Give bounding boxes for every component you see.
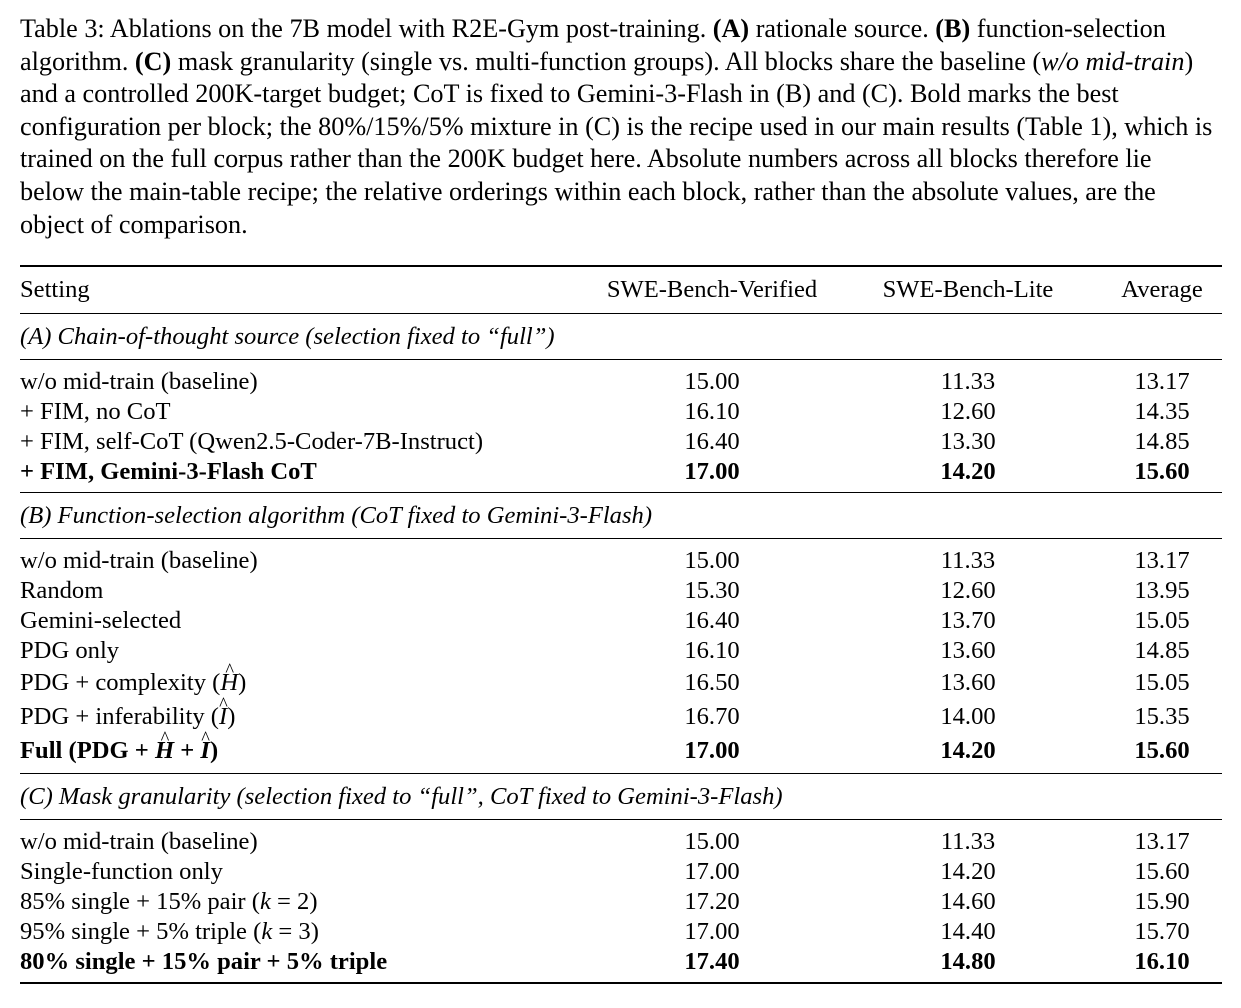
caption-text: ) and a controlled 200K-target budget; CoT is fixed to Gemini-3-Flash in (B) and (C). Bold marks the best configuration per block; the 80%/15%/5% mixture in (C) is the recipe used in our main results (Table 1), which is trained on the full corpus rather than the 200K budget here. Absolute numbers across all blocks therefore lie below the main-table recipe; the relative orderings within each block, rather than the absolute values, are the object of comparison. [20, 46, 1213, 239]
cell-setting: Single-function only [20, 858, 223, 885]
cell-verified: 16.50 [684, 669, 740, 696]
header-verified: SWE-Bench-Verified [590, 266, 834, 314]
cell-verified: 16.10 [684, 637, 740, 664]
math-symbol: ^ H [155, 737, 174, 765]
cell-average: 13.17 [1134, 828, 1190, 855]
cell-lite: 14.20 [940, 737, 996, 764]
table-row [20, 666, 1222, 700]
cell-verified: 17.00 [684, 737, 740, 764]
cell-setting [20, 917, 590, 947]
cell-average: 16.10 [1102, 947, 1222, 983]
table-row [20, 360, 1222, 398]
math-symbol: ^ H [220, 669, 238, 697]
cell-lite: 12.60 [940, 398, 996, 425]
header-average: Average [1102, 266, 1222, 314]
caption-label-b: (B) [935, 14, 971, 43]
cell-setting [20, 887, 590, 917]
cell-lite: 14.80 [834, 947, 1102, 983]
setting-text: = 3) [272, 918, 319, 945]
caption-text: Table 3: Ablations on the 7B model with R2E-Gym post-training. [20, 14, 713, 43]
cell-setting: + FIM, no CoT [20, 398, 171, 425]
cell-setting: w/o mid-train (baseline) [20, 547, 258, 574]
cell-average: 15.90 [1134, 888, 1190, 915]
cell-verified: 17.00 [684, 858, 740, 885]
cell-setting [20, 666, 590, 700]
table-row [20, 887, 1222, 917]
block-b-header [20, 493, 1222, 539]
table-row [20, 427, 1222, 457]
cell-verified: 17.00 [684, 458, 740, 485]
cell-setting [20, 734, 590, 774]
setting-text: PDG + complexity ( [20, 669, 221, 696]
table-row [20, 636, 1222, 666]
cell-setting: Random [20, 577, 104, 604]
cell-lite: 11.33 [940, 828, 996, 855]
table-row-best [20, 947, 1222, 983]
cell-setting: w/o mid-train (baseline) [20, 828, 258, 855]
setting-text: + [174, 737, 201, 764]
table-caption [20, 13, 1220, 241]
ablation-table [20, 265, 1222, 984]
cell-average: 14.85 [1134, 428, 1190, 455]
cell-lite: 14.40 [940, 918, 996, 945]
cell-setting: 80% single + 15% pair + 5% triple [20, 947, 590, 983]
cell-verified: 16.10 [684, 398, 740, 425]
math-symbol: ^ I [219, 703, 227, 731]
block-title: (C) Mask granularity (selection fixed to “full”, CoT fixed to Gemini-3-Flash) [20, 774, 1222, 820]
header-setting: Setting [20, 266, 590, 314]
table-header-row [20, 266, 1222, 314]
cell-setting [20, 700, 590, 734]
cell-verified: 15.00 [684, 547, 740, 574]
table-row [20, 606, 1222, 636]
cell-lite: 14.00 [940, 703, 996, 730]
cell-verified: 15.30 [684, 577, 740, 604]
cell-average: 15.60 [1134, 458, 1190, 485]
table-row [20, 539, 1222, 577]
cell-verified: 17.20 [684, 888, 740, 915]
math-symbol: ^ I [200, 737, 210, 765]
cell-setting: + FIM, self-CoT (Qwen2.5-Coder-7B-Instruct) [20, 428, 484, 455]
cell-average: 15.05 [1134, 669, 1190, 696]
cell-setting: w/o mid-train (baseline) [20, 368, 258, 395]
setting-text: ) [227, 703, 236, 730]
table-row [20, 917, 1222, 947]
block-title: (A) Chain-of-thought source (selection fixed to “full”) [20, 314, 1222, 360]
cell-lite: 14.20 [940, 858, 996, 885]
block-a-header [20, 314, 1222, 360]
cell-setting: Gemini-selected [20, 607, 182, 634]
cell-average: 15.05 [1134, 607, 1190, 634]
cell-verified: 16.40 [684, 607, 740, 634]
cell-average: 14.85 [1134, 637, 1190, 664]
cell-setting: + FIM, Gemini-3-Flash CoT [20, 458, 317, 485]
block-c-header [20, 774, 1222, 820]
cell-average: 15.35 [1134, 703, 1190, 730]
table-row-best [20, 734, 1222, 774]
cell-lite: 14.20 [940, 458, 996, 485]
math-variable: k [261, 918, 273, 945]
cell-verified: 15.00 [684, 368, 740, 395]
caption-label-c: (C) [134, 46, 172, 76]
table-row [20, 397, 1222, 427]
caption-text: function-selection algorithm. [20, 14, 1166, 76]
cell-verified: 16.40 [684, 428, 740, 455]
caption-text: mask granularity (single vs. multi-function groups). All blocks share the baseline ( [171, 46, 1042, 76]
cell-lite: 13.60 [940, 637, 996, 664]
cell-verified: 17.40 [590, 947, 834, 983]
block-title: (B) Function-selection algorithm (CoT fixed to Gemini-3-Flash) [20, 493, 1222, 539]
cell-setting: PDG only [20, 637, 120, 664]
setting-text: ) [209, 737, 219, 764]
setting-text: PDG + inferability ( [20, 703, 219, 730]
table-row-best [20, 457, 1222, 493]
cell-average: 13.17 [1134, 368, 1190, 395]
cell-average: 13.95 [1134, 577, 1190, 604]
caption-italic-baseline: w/o mid-train [1041, 46, 1185, 76]
cell-average: 13.17 [1134, 547, 1190, 574]
math-variable: k [259, 888, 271, 915]
table-row [20, 857, 1222, 887]
cell-lite: 11.33 [940, 368, 996, 395]
table-row [20, 576, 1222, 606]
cell-verified: 17.00 [684, 918, 740, 945]
cell-verified: 15.00 [684, 828, 740, 855]
cell-average: 15.70 [1134, 918, 1190, 945]
setting-text: 85% single + 15% pair ( [20, 888, 260, 915]
table-row [20, 820, 1222, 858]
caption-text: rationale source. [749, 14, 936, 43]
cell-average: 15.60 [1134, 858, 1190, 885]
setting-text: Full (PDG + [20, 737, 155, 764]
cell-lite: 14.60 [940, 888, 996, 915]
setting-text: ) [238, 669, 247, 696]
cell-verified: 16.70 [684, 703, 740, 730]
cell-lite: 13.30 [940, 428, 996, 455]
setting-text: = 2) [270, 888, 318, 915]
cell-lite: 13.70 [940, 607, 996, 634]
cell-average: 15.60 [1134, 737, 1190, 764]
caption-label-a: (A) [712, 14, 750, 43]
cell-average: 14.35 [1134, 398, 1190, 425]
setting-text: 95% single + 5% triple ( [20, 918, 262, 945]
header-lite: SWE-Bench-Lite [834, 266, 1102, 314]
cell-lite: 13.60 [940, 669, 996, 696]
cell-lite: 11.33 [940, 547, 996, 574]
cell-lite: 12.60 [940, 577, 996, 604]
